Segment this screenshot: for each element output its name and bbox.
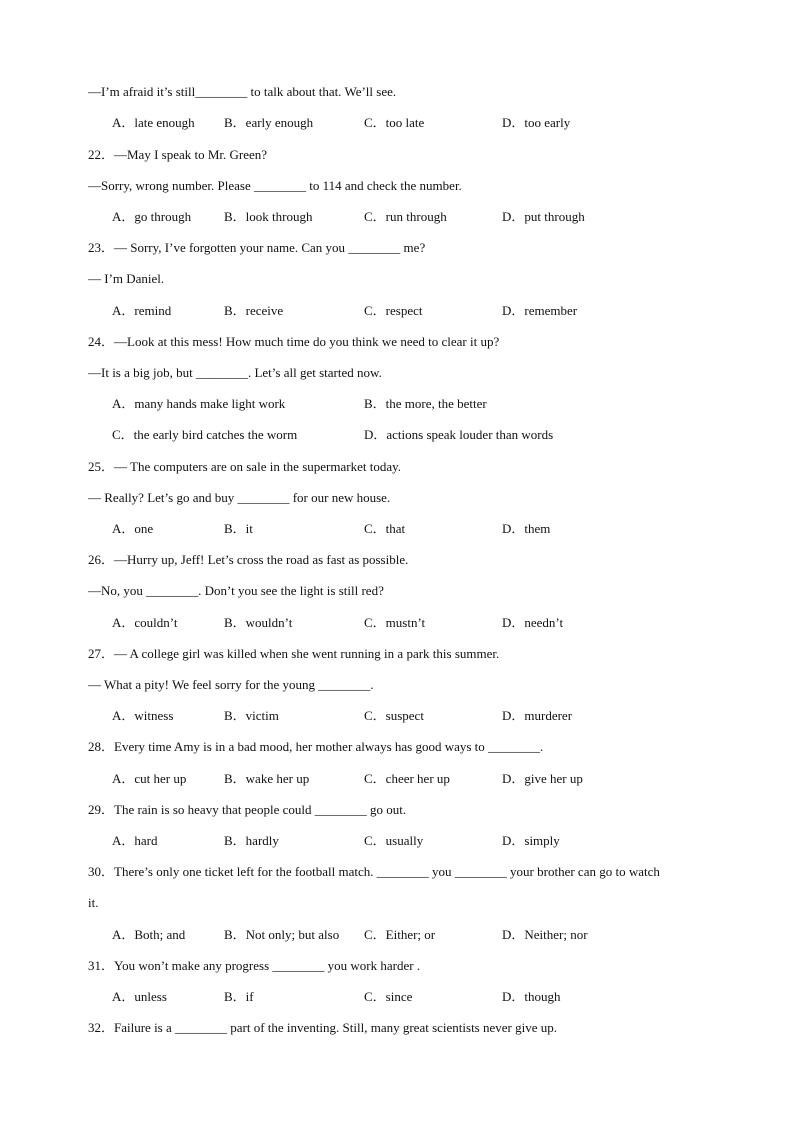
option-c: C．mustn’t xyxy=(364,615,426,630)
question-25-reply: — Really? Let’s go and buy ________ for our new house. xyxy=(88,490,391,505)
option-c: C．suspect xyxy=(364,708,424,723)
option-b: B．it xyxy=(224,521,253,536)
option-d: D．actions speak louder than words xyxy=(364,427,554,442)
option-a: A．unless xyxy=(112,989,167,1004)
option-d: D．murderer xyxy=(502,708,573,723)
option-b: B．look through xyxy=(224,209,313,224)
option-a: A．witness xyxy=(112,708,174,723)
option-a: A．one xyxy=(112,521,154,536)
option-a: A．Both; and xyxy=(112,927,186,942)
option-d: D．them xyxy=(502,521,551,536)
option-d: D．remember xyxy=(502,303,578,318)
option-c: C．Either; or xyxy=(364,927,436,942)
option-c: C．cheer her up xyxy=(364,771,450,786)
option-a: A．couldn’t xyxy=(112,615,178,630)
option-c: C．since xyxy=(364,989,413,1004)
option-b: B．early enough xyxy=(224,115,314,130)
option-c: C．respect xyxy=(364,303,423,318)
option-c: C．the early bird catches the worm xyxy=(112,427,298,442)
option-a: A．late enough xyxy=(112,115,195,130)
option-d: D．though xyxy=(502,989,561,1004)
option-d: D．needn’t xyxy=(502,615,564,630)
question-22: 22．—May I speak to Mr. Green? xyxy=(88,147,268,162)
question-24-reply: —It is a big job, but ________. Let’s all get started now. xyxy=(88,365,382,380)
option-d: D．too early xyxy=(502,115,571,130)
option-c: C．usually xyxy=(364,833,424,848)
option-d: D．give her up xyxy=(502,771,583,786)
question-30-continued: it. xyxy=(88,895,99,910)
question-22-reply: —Sorry, wrong number. Please ________ to 114 and check the number. xyxy=(88,178,462,193)
option-c: C．too late xyxy=(364,115,425,130)
question-26-reply: —No, you ________. Don’t you see the light is still red? xyxy=(88,583,384,598)
question-23-reply: — I’m Daniel. xyxy=(88,271,165,286)
question-25: 25．— The computers are on sale in the supermarket today. xyxy=(88,459,401,474)
question-28: 28．Every time Amy is in a bad mood, her mother always has good ways to ________. xyxy=(88,739,544,754)
option-b: B．receive xyxy=(224,303,284,318)
question-30: 30．There’s only one ticket left for the football match. ________ you ________ your brother can go to watch xyxy=(88,864,660,879)
question-27: 27．— A college girl was killed when she went running in a park this summer. xyxy=(88,646,500,661)
question-line: —I’m afraid it’s still________ to talk about that. We’ll see. xyxy=(88,84,397,99)
option-a: A．hard xyxy=(112,833,158,848)
option-a: A．go through xyxy=(112,209,192,224)
option-b: B．hardly xyxy=(224,833,279,848)
option-d: D．Neither; nor xyxy=(502,927,588,942)
question-27-reply: — What a pity! We feel sorry for the young ________. xyxy=(88,677,374,692)
option-b: B．Not only; but also xyxy=(224,927,340,942)
question-32: 32．Failure is a ________ part of the inventing. Still, many great scientists never give up. xyxy=(88,1020,557,1035)
option-b: B．victim xyxy=(224,708,279,723)
question-29: 29．The rain is so heavy that people could ________ go out. xyxy=(88,802,407,817)
option-a: A．many hands make light work xyxy=(112,396,286,411)
question-24: 24．—Look at this mess! How much time do you think we need to clear it up? xyxy=(88,334,500,349)
option-a: A．cut her up xyxy=(112,771,187,786)
option-b: B．if xyxy=(224,989,254,1004)
option-c: C．that xyxy=(364,521,406,536)
option-b: B．wouldn’t xyxy=(224,615,293,630)
option-b: B．the more, the better xyxy=(364,396,487,411)
option-d: D．put through xyxy=(502,209,585,224)
question-31: 31．You won’t make any progress ________ you work harder . xyxy=(88,958,421,973)
option-c: C．run through xyxy=(364,209,447,224)
option-b: B．wake her up xyxy=(224,771,310,786)
option-d: D．simply xyxy=(502,833,560,848)
option-a: A．remind xyxy=(112,303,172,318)
question-23: 23．— Sorry, I’ve forgotten your name. Can you ________ me? xyxy=(88,240,426,255)
question-26: 26．—Hurry up, Jeff! Let’s cross the road as fast as possible. xyxy=(88,552,409,567)
